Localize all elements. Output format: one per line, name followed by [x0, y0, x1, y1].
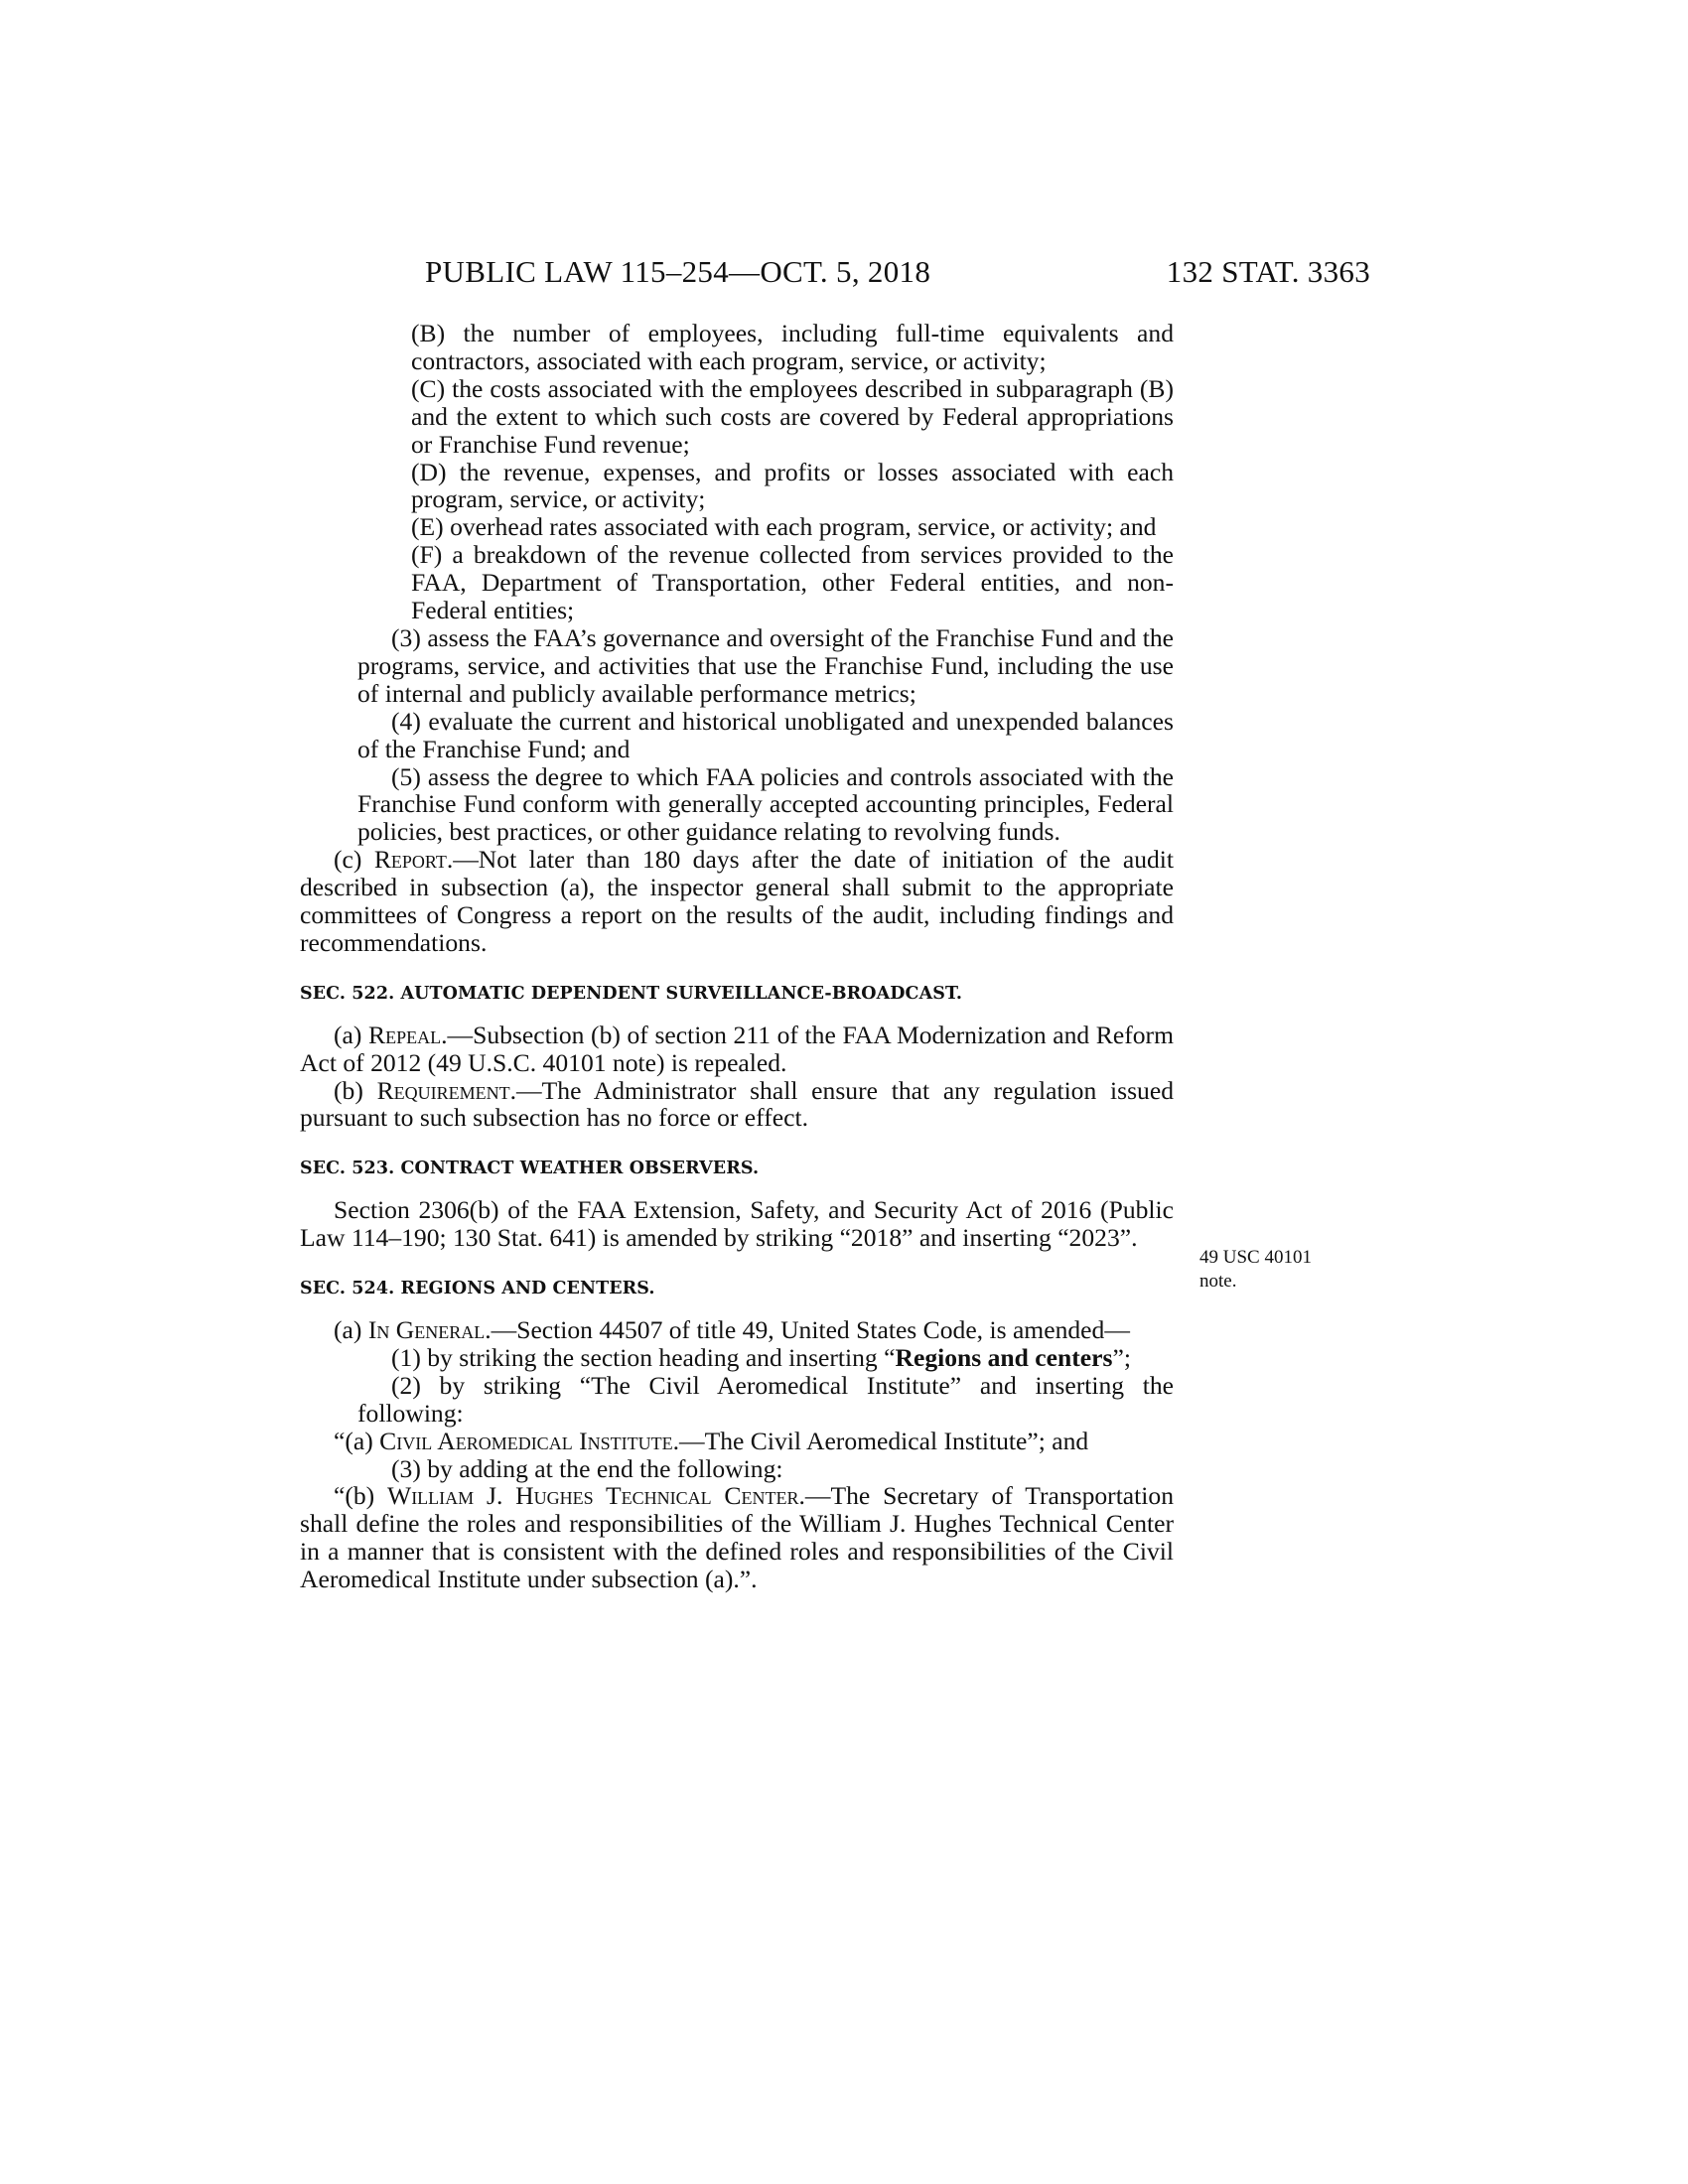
subsection-heading: William J. Hughes Technical Center: [387, 1481, 799, 1511]
subsection-heading: Civil Aeromedical Institute: [379, 1426, 673, 1455]
amendment-text-end: ”;: [1112, 1342, 1131, 1372]
section-524-heading: SEC. 524. REGIONS AND CENTERS.: [300, 1279, 655, 1299]
subsection-label: “(a): [334, 1426, 380, 1455]
paragraph-3: (3) assess the FAA’s governance and oversight of the Franchise Fund and the programs, service, and activities that use the Franchise Fund, including the use of internal and publicly available performance metrics;: [357, 622, 1174, 708]
subsection-text: .—Not later than 180 days after the date of initiation of the audit described in subsection (a), the inspector general shall submit to the appropriate committees of Congress a report on the results of the audit, including findings and recommendations.: [300, 845, 1175, 957]
subsection-text: .—The Civil Aeromedical Institute”; and: [672, 1426, 1089, 1455]
subsection-heading: In General: [367, 1315, 486, 1344]
running-header: [298, 254, 1370, 294]
paragraph-c: (C) the costs associated with the employees described in subparagraph (B) and the extent to which such costs are covered by Federal appropriations or Franchise Fund revenue;: [411, 373, 1174, 459]
subsection-label: (a): [334, 1315, 368, 1344]
paragraph-e: (E) overhead rates associated with each program, service, or activity; and: [411, 512, 1157, 542]
section-523-text: Section 2306(b) of the FAA Extension, Safety, and Security Act of 2016 (Public Law 114–190; 130 Stat. 641) is amended by striking “2018” and inserting “2023”.: [300, 1195, 1174, 1253]
law-title: PUBLIC LAW 115–254—OCT. 5, 2018: [425, 254, 931, 289]
paragraph-4: (4) evaluate the current and historical unobligated and unexpended balances of the Franchise Fund; and: [357, 706, 1174, 763]
paragraph-d: (D) the revenue, expenses, and profits or losses associated with each program, service, or activity;: [411, 457, 1174, 514]
section-522-heading: SEC. 522. AUTOMATIC DEPENDENT SURVEILLANCE-BROADCAST.: [300, 983, 963, 1004]
subsection-c-report: [300, 846, 1174, 957]
subsection-text: .—Subsection (b) of section 211 of the FAA Modernization and Reform Act of 2012 (49 U.S.C. 40101 note) is repealed.: [300, 1020, 1174, 1077]
amendment-2: (2) by striking “The Civil Aeromedical Institute” and inserting the following:: [357, 1370, 1174, 1428]
subsection-a-repeal: [300, 1022, 1174, 1077]
amendment-text: (1) by striking the section heading and inserting “: [391, 1342, 896, 1372]
amendment-3: (3) by adding at the end the following:: [391, 1453, 783, 1483]
margin-citation-note: 49 USC 40101 note.: [1199, 1247, 1312, 1292]
inserted-subsection-a: [300, 1428, 1174, 1455]
subsection-heading: Repeal: [368, 1020, 442, 1049]
subsection-b-requirement: [300, 1077, 1174, 1133]
subsection-label: (b): [334, 1075, 377, 1105]
paragraph-b: (B) the number of employees, including full-time equivalents and contractors, associated with each program, service, or activity;: [411, 319, 1174, 375]
inserted-subsection-b: [300, 1482, 1174, 1593]
paragraph-f: (F) a breakdown of the revenue collected from services provided to the FAA, Department of Transportation, other Federal entities, and non-Federal entities;: [411, 540, 1174, 625]
subsection-label: (a): [334, 1020, 369, 1049]
paragraph-5: (5) assess the degree to which FAA policies and controls associated with the Franchise Fund conform with generally accepted accounting principles, Federal policies, best practices, or other guidance relating to revolving funds.: [357, 761, 1174, 847]
subsection-a-in-general: [300, 1316, 1174, 1344]
subsection-heading: Requirement: [376, 1075, 510, 1105]
subsection-text: .—The Secretary of Transportation shall define the roles and responsibilities of the William J. Hughes Technical Center in a manner that is consistent with the defined roles and responsibilities of the Civil Aeromedical Institute under subsection (a).”.: [300, 1481, 1174, 1594]
inserted-heading: Regions and centers: [895, 1342, 1113, 1372]
subsection-heading: Report: [373, 845, 447, 875]
subsection-text: .—Section 44507 of title 49, United States Code, is amended—: [485, 1315, 1130, 1344]
subsection-label: “(b): [334, 1481, 388, 1511]
statute-page-number: 132 STAT. 3363: [1166, 254, 1370, 289]
document-body: [300, 320, 1174, 1593]
subsection-text: .—The Administrator shall ensure that any regulation issued pursuant to such subsection has no force or effect.: [300, 1075, 1174, 1133]
amendment-1: [300, 1344, 1174, 1372]
subsection-label: (c): [334, 845, 374, 875]
section-523-heading: SEC. 523. CONTRACT WEATHER OBSERVERS.: [300, 1159, 760, 1179]
